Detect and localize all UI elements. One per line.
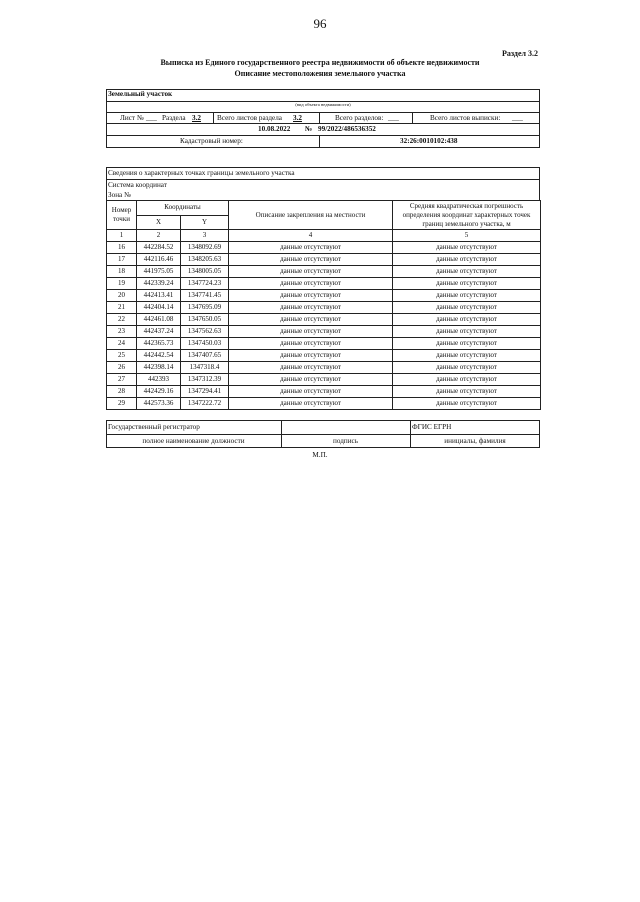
- col-point-header: Номер точки: [107, 201, 137, 230]
- points-table-title: Сведения о характерных точках границы земельного участка: [108, 169, 295, 177]
- x-coord-cell: 442461.08: [137, 314, 181, 326]
- col-desc-header: Описание закрепления на местности: [229, 201, 393, 230]
- col-x-header: X: [137, 215, 181, 230]
- error-cell: данные отсутствуют: [393, 386, 541, 398]
- cadastral-label: Кадастровый номер:: [180, 137, 243, 145]
- y-coord-cell: 1348005.05: [181, 266, 229, 278]
- point-number-cell: 17: [107, 254, 137, 266]
- error-cell: данные отсутствуют: [393, 242, 541, 254]
- header-divider-3: [106, 135, 540, 136]
- points-title-divider: [106, 179, 540, 180]
- coord-system-label: Система координат: [108, 181, 167, 189]
- error-cell: данные отсутствуют: [393, 350, 541, 362]
- error-cell: данные отсутствуют: [393, 398, 541, 410]
- x-coord-cell: 442398.14: [137, 362, 181, 374]
- extract-date: 10.08.2022: [258, 125, 291, 133]
- description-cell: данные отсутствуют: [229, 290, 393, 302]
- stamp-mark: М.П.: [312, 451, 328, 459]
- x-coord-cell: 442413.41: [137, 290, 181, 302]
- x-coord-cell: 442393: [137, 374, 181, 386]
- table-row: [107, 290, 541, 302]
- x-coord-cell: 442429.16: [137, 386, 181, 398]
- table-row: [107, 362, 541, 374]
- y-coord-cell: 1347222.72: [181, 398, 229, 410]
- column-number-row: [107, 230, 541, 242]
- table-row: [107, 338, 541, 350]
- section-label: Раздел 3.2: [501, 49, 538, 58]
- table-row: [107, 254, 541, 266]
- caption-sign: подпись: [332, 437, 359, 445]
- point-number-cell: 22: [107, 314, 137, 326]
- y-coord-cell: 1348205.63: [181, 254, 229, 266]
- point-number-cell: 25: [107, 350, 137, 362]
- table-row: [107, 326, 541, 338]
- x-coord-cell: 442339.24: [137, 278, 181, 290]
- y-coord-cell: 1347312.39: [181, 374, 229, 386]
- table-row: [107, 398, 541, 410]
- x-coord-cell: 442404.14: [137, 302, 181, 314]
- total-extract-label: Всего листов выписки:: [430, 114, 501, 122]
- point-number-cell: 24: [107, 338, 137, 350]
- points-header-row: [107, 201, 541, 216]
- description-cell: данные отсутствуют: [229, 374, 393, 386]
- point-number-cell: 18: [107, 266, 137, 278]
- error-cell: данные отсутствуют: [393, 338, 541, 350]
- description-cell: данные отсутствуют: [229, 266, 393, 278]
- object-type: Земельный участок: [108, 90, 173, 98]
- x-coord-cell: 442442.54: [137, 350, 181, 362]
- y-coord-cell: 1347741.45: [181, 290, 229, 302]
- col-number: 4: [229, 230, 393, 242]
- header-vline-3: [412, 112, 413, 123]
- signature-divider: [106, 434, 540, 435]
- section-value: 3.2: [192, 114, 201, 122]
- point-number-cell: 23: [107, 326, 137, 338]
- y-coord-cell: 1347407.65: [181, 350, 229, 362]
- col-number: 3: [181, 230, 229, 242]
- x-coord-cell: 442437.24: [137, 326, 181, 338]
- cadastral-number: 32:26:0010102:438: [400, 137, 458, 145]
- description-cell: данные отсутствуют: [229, 302, 393, 314]
- error-cell: данные отсутствуют: [393, 302, 541, 314]
- caption-name: инициалы, фамилия: [444, 437, 506, 445]
- document-subheading: Описание местоположения земельного участка: [234, 69, 406, 78]
- point-number-cell: 29: [107, 398, 137, 410]
- points-table: [106, 200, 541, 410]
- point-number-cell: 16: [107, 242, 137, 254]
- caption-position: полное наименование должности: [142, 437, 245, 445]
- document-heading: Выписка из Единого государственного реестра недвижимости об объекте недвижимости: [160, 58, 480, 67]
- x-coord-cell: 442116.46: [137, 254, 181, 266]
- col-coords-header: Координаты: [137, 201, 229, 216]
- total-extract-value: ___: [512, 114, 523, 122]
- table-row: [107, 314, 541, 326]
- col-number: 5: [393, 230, 541, 242]
- error-cell: данные отсутствуют: [393, 374, 541, 386]
- description-cell: данные отсутствуют: [229, 386, 393, 398]
- table-row: [107, 374, 541, 386]
- y-coord-cell: 1348092.69: [181, 242, 229, 254]
- section-text: Раздела: [162, 114, 186, 122]
- y-coord-cell: 1347318.4: [181, 362, 229, 374]
- description-cell: данные отсутствуют: [229, 314, 393, 326]
- description-cell: данные отсутствуют: [229, 254, 393, 266]
- total-sheets-value: 3.2: [293, 114, 302, 122]
- sheet-label: Лист №: [120, 114, 144, 122]
- x-coord-cell: 441975.05: [137, 266, 181, 278]
- registrar-org: ФГИС ЕГРН: [412, 423, 452, 431]
- description-cell: данные отсутствуют: [229, 350, 393, 362]
- description-cell: данные отсутствуют: [229, 362, 393, 374]
- y-coord-cell: 1347450.03: [181, 338, 229, 350]
- description-cell: данные отсутствуют: [229, 338, 393, 350]
- number-sign: №: [305, 125, 313, 133]
- total-sections-label: Всего разделов:: [335, 114, 384, 122]
- error-cell: данные отсутствуют: [393, 290, 541, 302]
- x-coord-cell: 442573.36: [137, 398, 181, 410]
- description-cell: данные отсутствуют: [229, 278, 393, 290]
- total-sections-value: ___: [388, 114, 399, 122]
- table-row: [107, 242, 541, 254]
- registrar-position: Государственный регистратор: [108, 423, 200, 431]
- y-coord-cell: 1347650.05: [181, 314, 229, 326]
- error-cell: данные отсутствуют: [393, 266, 541, 278]
- col-number: 2: [137, 230, 181, 242]
- point-number-cell: 19: [107, 278, 137, 290]
- table-row: [107, 266, 541, 278]
- total-sheets-label: Всего листов раздела: [217, 114, 282, 122]
- header-vline-2: [319, 112, 320, 123]
- y-coord-cell: 1347562.63: [181, 326, 229, 338]
- description-cell: данные отсутствуют: [229, 398, 393, 410]
- col-number: 1: [107, 230, 137, 242]
- error-cell: данные отсутствуют: [393, 254, 541, 266]
- x-coord-cell: 442284.52: [137, 242, 181, 254]
- point-number-cell: 28: [107, 386, 137, 398]
- point-number-cell: 27: [107, 374, 137, 386]
- sheet-value: ___: [146, 114, 157, 122]
- error-cell: данные отсутствуют: [393, 326, 541, 338]
- col-error-header: Средняя квадратическая погрешность определения координат характерных точек границ земельного участка, м: [393, 201, 541, 230]
- description-cell: данные отсутствуют: [229, 242, 393, 254]
- header-vline-4: [319, 135, 320, 147]
- point-number-cell: 26: [107, 362, 137, 374]
- point-number-cell: 21: [107, 302, 137, 314]
- point-number-cell: 20: [107, 290, 137, 302]
- zone-label: Зона №: [108, 191, 131, 199]
- registration-number: 99/2022/486536352: [318, 125, 376, 133]
- x-coord-cell: 442365.73: [137, 338, 181, 350]
- error-cell: данные отсутствуют: [393, 314, 541, 326]
- y-coord-cell: 1347695.09: [181, 302, 229, 314]
- col-y-header: Y: [181, 215, 229, 230]
- table-row: [107, 386, 541, 398]
- y-coord-cell: 1347294.41: [181, 386, 229, 398]
- header-vline-1: [213, 112, 214, 123]
- page-number: 96: [313, 16, 327, 31]
- error-cell: данные отсутствуют: [393, 278, 541, 290]
- y-coord-cell: 1347724.23: [181, 278, 229, 290]
- table-row: [107, 302, 541, 314]
- object-type-caption: (вид объекта недвижимости): [295, 102, 351, 107]
- description-cell: данные отсутствуют: [229, 326, 393, 338]
- table-row: [107, 350, 541, 362]
- table-row: [107, 278, 541, 290]
- error-cell: данные отсутствуют: [393, 362, 541, 374]
